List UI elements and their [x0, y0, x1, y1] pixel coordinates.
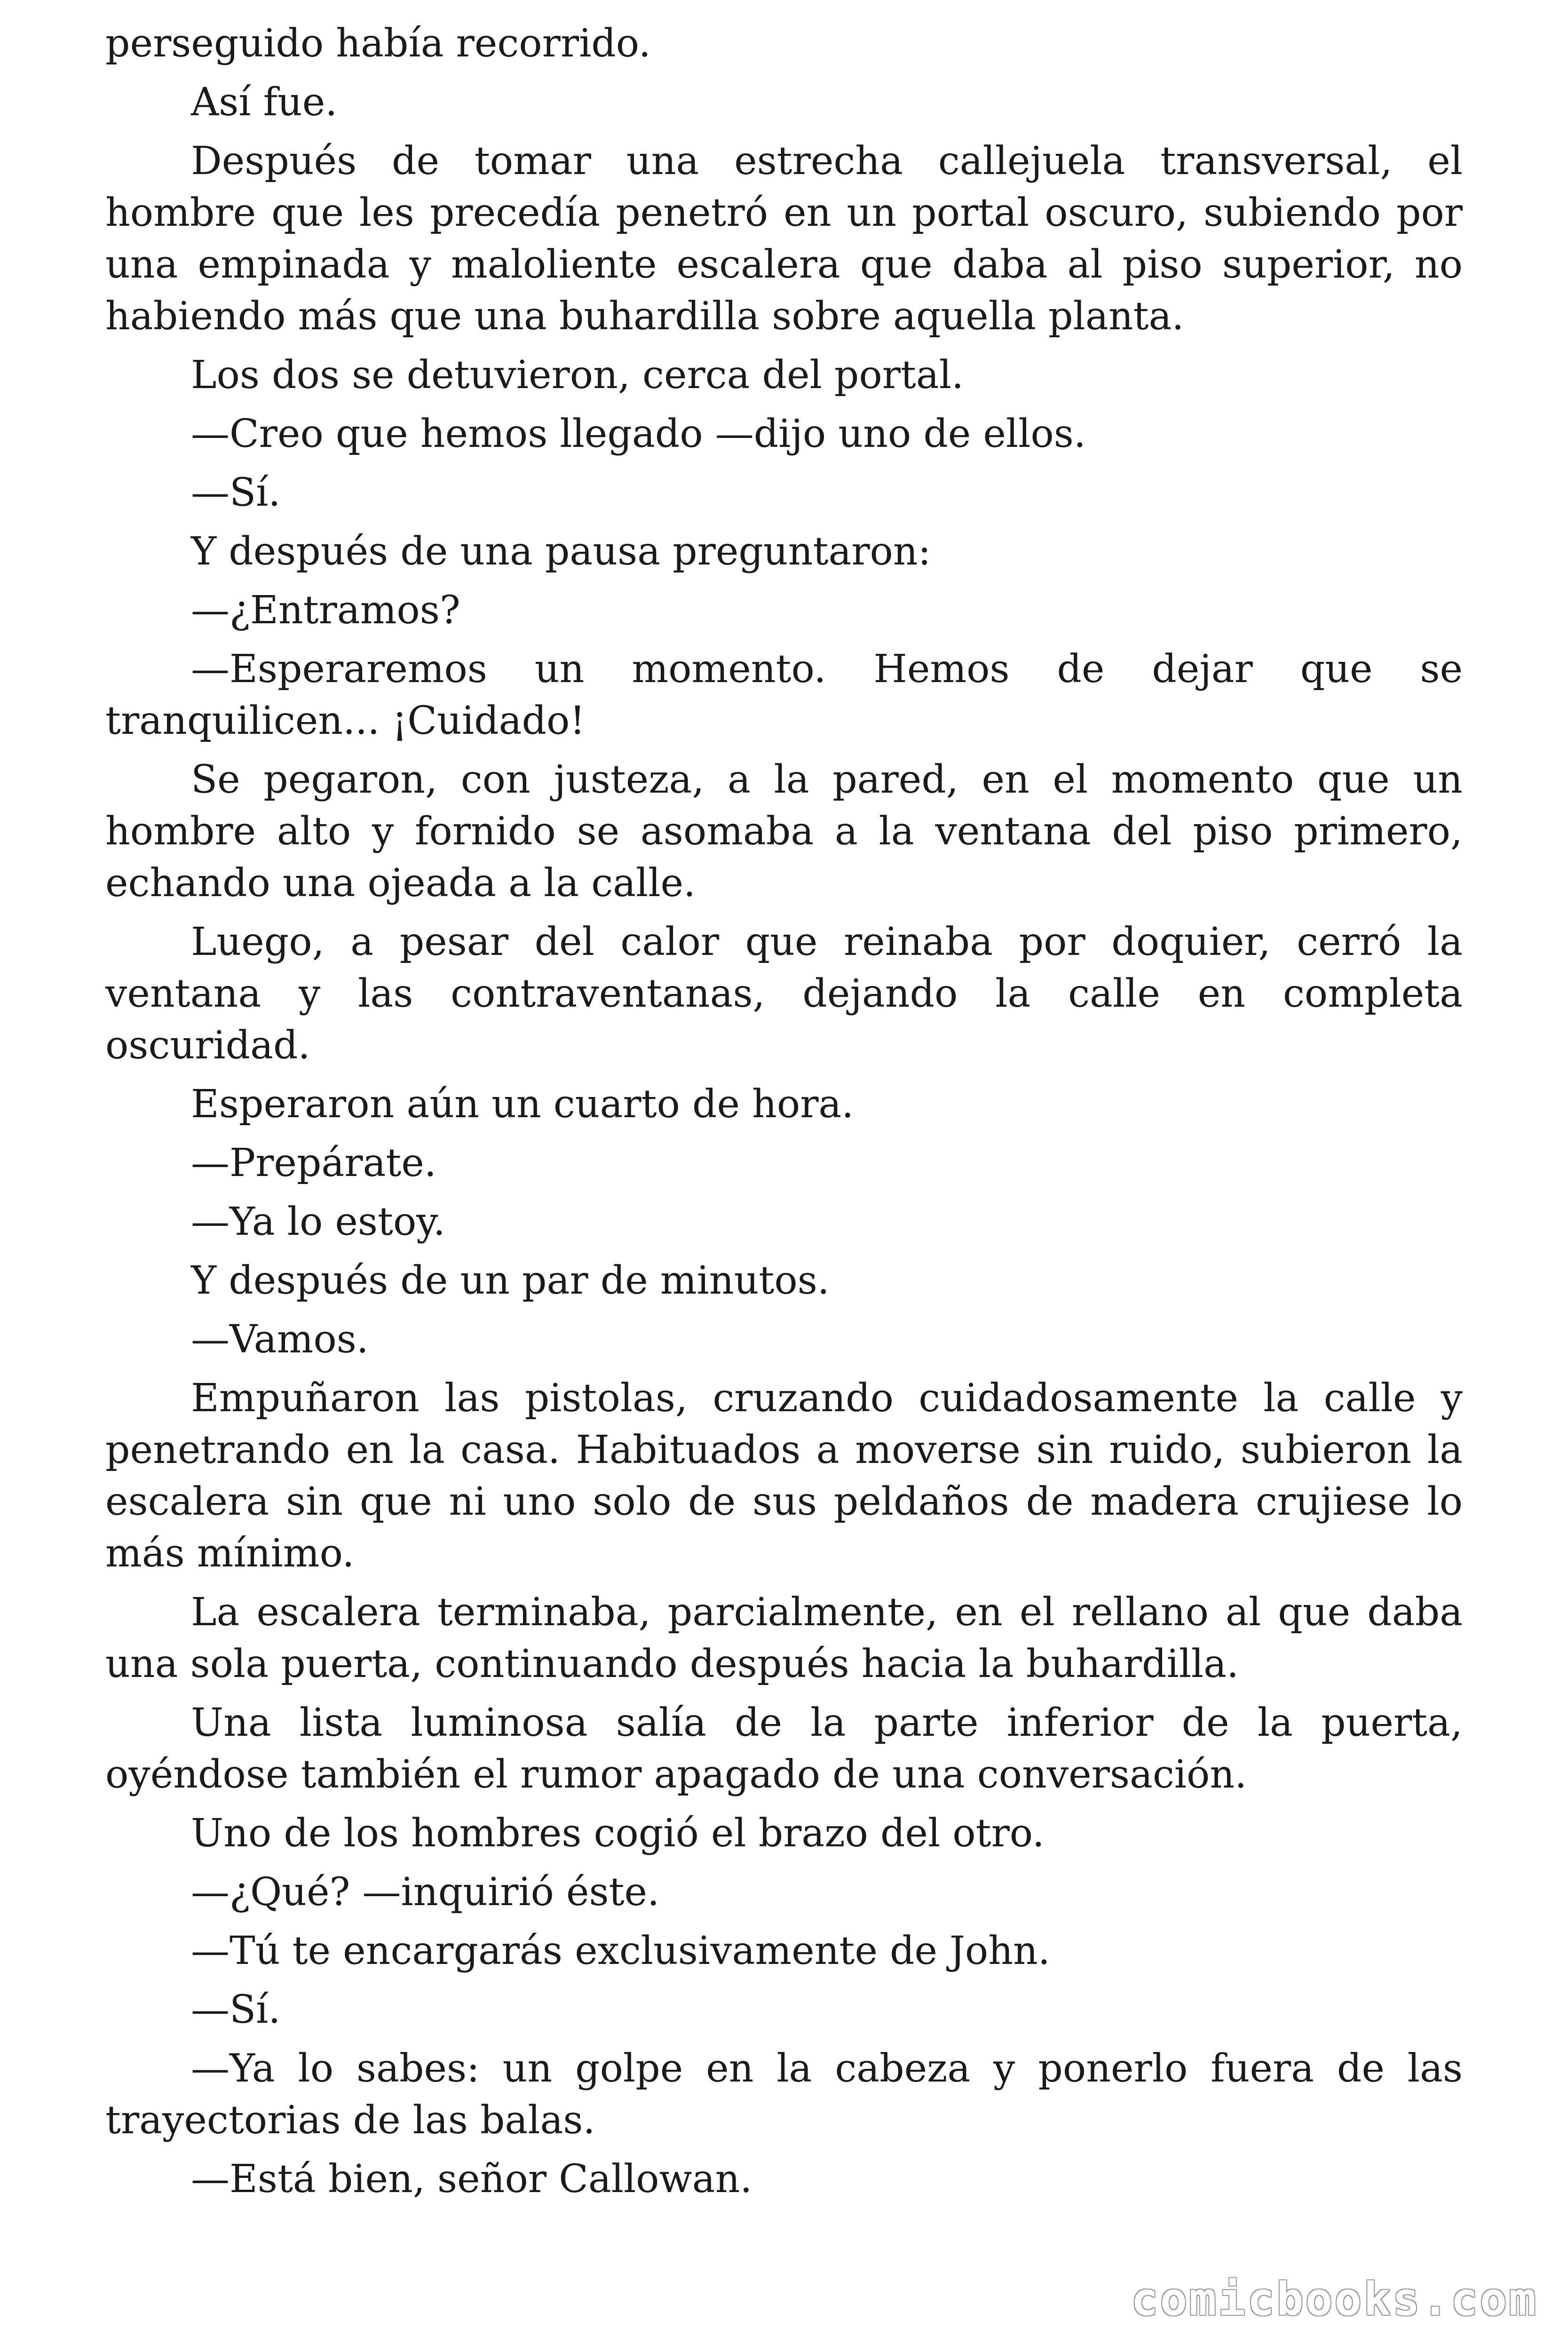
- paragraph: perseguido había recorrido.: [105, 21, 651, 66]
- watermark: comicbooks.com: [1131, 2273, 1538, 2326]
- paragraph: Así fue.: [191, 80, 338, 125]
- paragraph: Y después de una pausa preguntaron:: [191, 529, 931, 574]
- paragraph: —Esperaremos un momento. Hemos de dejar que se tranquilicen... ¡Cuidado!: [105, 647, 1463, 743]
- page-body: [105, 18, 1463, 2212]
- paragraph: —Está bien, señor Callowan.: [191, 2157, 752, 2201]
- paragraph: Luego, a pesar del calor que reinaba por doquier, cerró la ventana y las contraventanas, dejando la calle en completa oscuridad.: [105, 920, 1463, 1068]
- paragraph: Se pegaron, con justeza, a la pared, en el momento que un hombre alto y fornido se asomaba a la ventana del piso primero, echando una ojeada a la calle.: [105, 757, 1463, 906]
- paragraph: —¿Qué? —inquirió éste.: [191, 1870, 660, 1915]
- paragraph: —Ya lo estoy.: [191, 1200, 445, 1244]
- paragraph: Empuñaron las pistolas, cruzando cuidadosamente la calle y penetrando en la casa. Habituados a moverse sin ruido, subieron la escalera sin que ni uno solo de sus peldaños de madera crujiese lo más mínimo.: [105, 1376, 1463, 1576]
- paragraph: La escalera terminaba, parcialmente, en el rellano al que daba una sola puerta, continuando después hacia la buhardilla.: [105, 1590, 1463, 1686]
- paragraph: —Sí.: [191, 1987, 281, 2032]
- paragraph: —Ya lo sabes: un golpe en la cabeza y ponerlo fuera de las trayectorias de las balas.: [105, 2046, 1463, 2143]
- paragraph: Uno de los hombres cogió el brazo del otro.: [191, 1811, 1045, 1856]
- paragraph: —Vamos.: [191, 1317, 369, 1362]
- paragraph: Y después de un par de minutos.: [191, 1258, 830, 1303]
- paragraph: —Tú te encargarás exclusivamente de John.: [191, 1929, 1050, 1973]
- paragraph: —¿Entramos?: [191, 588, 460, 633]
- paragraph: Esperaron aún un cuarto de hora.: [191, 1082, 854, 1127]
- paragraph: —Prepárate.: [191, 1141, 436, 1185]
- paragraph: Una lista luminosa salía de la parte inferior de la puerta, oyéndose también el rumor apagado de una conversación.: [105, 1700, 1463, 1797]
- paragraph: —Sí.: [191, 470, 281, 515]
- paragraph: Los dos se detuvieron, cerca del portal.: [191, 353, 964, 397]
- paragraph: —Creo que hemos llegado —dijo uno de ellos.: [191, 412, 1086, 456]
- paragraph: Después de tomar una estrecha callejuela transversal, el hombre que les precedía penetró en un portal oscuro, subiendo por una empinada y maloliente escalera que daba al piso superior, no habiendo más que una buhardilla sobre aquella planta.: [105, 139, 1463, 339]
